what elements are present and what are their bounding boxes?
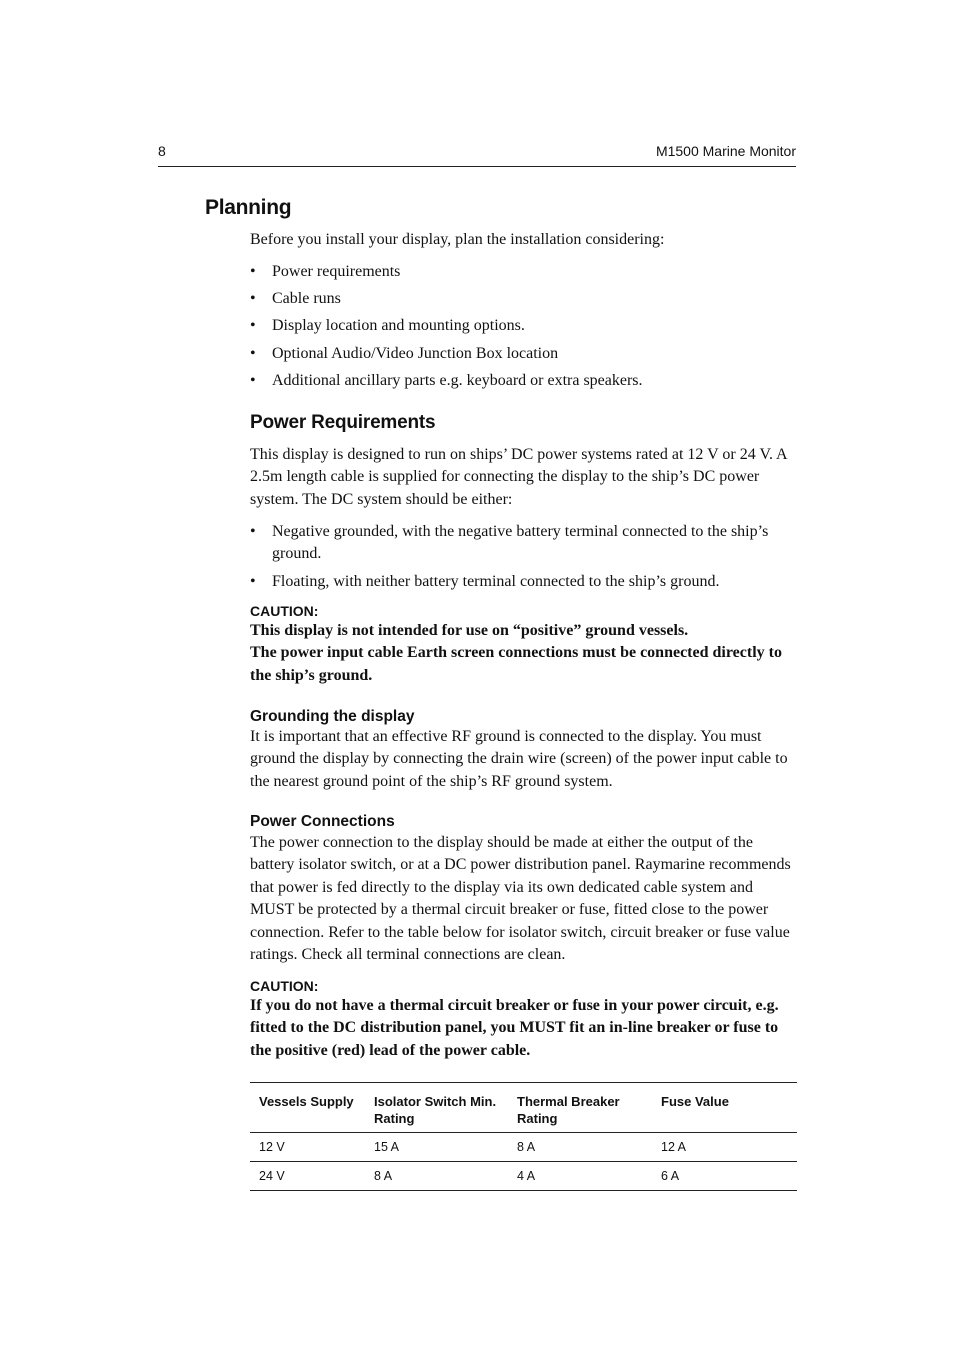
table-cell: 8 A [508,1133,652,1162]
bullet-icon: • [250,344,256,362]
list-item: • Cable runs [250,288,796,310]
table-cell: 12 V [250,1133,365,1162]
table-header-row [250,1083,797,1133]
table-cell: 12 A [652,1133,797,1162]
bullet-icon: • [250,523,256,540]
caution-label: CAUTION: [250,978,319,994]
bullet-icon: • [250,263,256,280]
table-cell: 15 A [365,1133,508,1162]
caution-text: This display is not intended for use on “positive” ground vessels. The power input cable Earth screen connections must be connected directly to the ship’s ground. [250,622,782,684]
subsection-title-grounding: Grounding the display [250,708,415,725]
ratings-table [250,1082,797,1191]
power-list [250,521,796,593]
planning-list [250,261,796,392]
document-title: M1500 Marine Monitor [655,143,796,159]
planning-intro: Before you install your display, plan the installation considering: [250,231,665,248]
column-header: Vessels Supply [250,1083,365,1133]
list-item: • Floating, with neither battery terminal connected to the ship’s ground. [250,571,796,593]
caution-text: If you do not have a thermal circuit breaker or fuse in your power circuit, e.g. fitted to the DC distribution panel, you MUST fit an in-line breaker or fuse to the positive (red) lead of the power cable. [250,997,779,1059]
column-header: Isolator Switch Min. Rating [365,1083,508,1133]
section-title-power-requirements: Power Requirements [250,412,436,433]
subsection-title-power-connections: Power Connections [250,813,395,830]
power-intro: This display is designed to run on ships’ DC power systems rated at 12 V or 24 V. A 2.5m length cable is supplied for connecting the display to the ship’s DC power system. The DC system should be either: [250,446,787,508]
list-item: • Power requirements [250,261,796,283]
page-number: 8 [158,143,166,159]
column-header: Fuse Value [652,1083,797,1133]
table-cell: 8 A [365,1162,508,1191]
table-row [250,1133,797,1162]
table-row [250,1162,797,1191]
list-item: • Display location and mounting options. [250,315,796,337]
bullet-icon: • [250,572,256,590]
page-header [158,141,796,167]
caution-label: CAUTION: [250,603,319,619]
bullet-icon: • [250,317,256,335]
table-cell: 6 A [652,1162,797,1191]
power-connections-text: The power connection to the display should be made at either the output of the battery isolator switch, or at a DC power distribution panel. Raymarine recommends that power is fed directly to the display via its own dedicated cable system and MUST be protected by a thermal circuit breaker or fuse, fitted close to the power connection. Refer to the table below for isolator switch, circuit breaker or fuse value ratings. Check all terminal connections are clean. [250,834,791,964]
bullet-icon: • [250,371,256,389]
table-cell: 24 V [250,1162,365,1191]
bullet-icon: • [250,290,256,308]
table-cell: 4 A [508,1162,652,1191]
section-title-planning: Planning [205,196,292,219]
list-item: • Additional ancillary parts e.g. keyboard or extra speakers. [250,370,796,392]
column-header: Thermal Breaker Rating [508,1083,652,1133]
list-item: • Optional Audio/Video Junction Box location [250,343,796,365]
grounding-text: It is important that an effective RF ground is connected to the display. You must ground the display by connecting the drain wire (screen) of the power input cable to the nearest ground point of the ship’s RF ground system. [250,728,788,790]
list-item: • Negative grounded, with the negative battery terminal connected to the ship’s ground. [250,523,769,563]
